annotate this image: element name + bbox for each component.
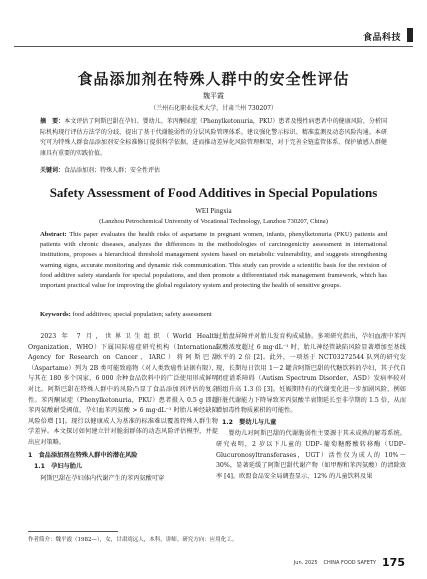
- en-keywords-text: food additives; special population; safety assessment: [72, 311, 212, 318]
- body-paragraph: 婴幼儿对阿斯巴甜的代谢脆弱性主要源于其未成熟的解毒系统。研究表明，2 岁以下儿童的 UDP–葡萄糖醛酸转移酶（UDP–Glucuronosyltransferases，UGT）活性仅为成人的 10%～30%，显著延缓了阿斯巴甜代谢产物（如甲醇和苯丙氨酸）的清除效率 [4]。欧盟食品安全局调查显示，12% 的儿童饮料及果: [216, 430, 406, 480]
- section-tag: 食品科技: [362, 33, 401, 43]
- cn-affiliation: （兰州石化职业技术大学，甘肃兰州 730207）: [150, 105, 277, 112]
- author-footnote: 作者简介：魏平霞（1982—），女，甘肃靖远人，本科，讲师。研究方向：应用化工。: [28, 537, 238, 543]
- cn-abstract: [40, 117, 387, 159]
- cn-title: 食品添加剂在特殊人群中的安全性评估: [77, 70, 350, 88]
- en-author: WEI Pingxia: [195, 207, 232, 215]
- section-heading: 1 食品添加剂在特殊人群中的潜在风险: [28, 451, 138, 459]
- en-title: Safety Assessment of Food Additives in Special Populations: [49, 185, 378, 200]
- footer-journal: CHINA FOOD SAFETY: [323, 559, 377, 566]
- body-paragraph: 过胎盘屏障并对胎儿发育构成威胁。多项研究指出，孕妇血液中苯丙氨酸浓度超过 6 mg·dL⁻¹ 时，胎儿神经管缺陷风险显著增加至基线水平的 2 倍 [2]。此外，一项基于 NCT03272544 队列的研究发现，长期每日饮用 1～2 罐含阿斯巴甜的代糖饮料的孕妇，其子代自闭症谱系障碍（Autism Spectrum Disorder，ASD）发病率较对照组升高 1.3 倍 [3]。妊娠期特有的代谢变化进一步加剧风险，例如肝脏代谢能力下降导致苯丙氨酸半衰期延长至非孕期的 1.5 倍，从而增加毒性物质累积的可能性。: [216, 333, 406, 415]
- body-column-left: [28, 332, 218, 484]
- footnote-divider: [28, 531, 118, 532]
- cn-abstract-text: 本文评估了阿斯巴甜在孕妇、婴幼儿、苯丙酮尿症（Phenylketonuria，PKU）患者及慢性病患者中的健康风险，分析国际机构现行评估方法学的分歧，提出了基于代谢脆弱性的分层风险管理体系，建议强化警示标识、精准监测及动态风险沟通。本研究可为特殊人群食品添加剂安全标准修订提供科学依据，进而推动差异化风险管理框架，对于完善全链监管体系、保护敏感人群健康具有重要的实践价值。: [40, 118, 387, 157]
- en-keywords-label: Keywords:: [40, 311, 71, 318]
- header-divider: [14, 46, 413, 47]
- subsection-heading: 1.1 孕妇与胎儿: [34, 463, 83, 471]
- subsection-heading: 1.2 婴幼儿与儿童: [222, 418, 277, 426]
- en-abstract: [40, 230, 387, 291]
- page-number: 175: [382, 556, 405, 569]
- body-column-right: [216, 332, 406, 482]
- cn-abstract-label: 摘 要：: [40, 118, 65, 125]
- body-paragraph: 阿斯巴甜在孕妇体内代谢产生的苯丙氨酸可穿: [40, 474, 165, 482]
- cn-author: 魏平霞: [203, 92, 224, 100]
- cn-keywords-label: 关键词：: [40, 167, 65, 174]
- page-footer: [294, 556, 405, 569]
- body-paragraph: 2023 年 7 月，世界卫生组织（World Health Organization，WHO）下属国际癌症研究机构（International Agency for Research on Cancer，IARC）将阿斯巴甜（Aspartame）列为 2B 类可能致癌物（对人类致癌性证据有限），与其在 180 多个国家、6 000 余种食品饮料中的广泛使用形成鲜明对比。阿斯巴甜在特殊人群中的风险凸显了食品添加剂评估的复杂性。苯丙酮尿症（Phenylketonuria，PKU）患者摄入 0.5 g 即超苯丙氨酸耐受阈值，孕妇血苯丙氨酸 > 6 mg·dL⁻¹ 时胎儿神经缺陷风险倍增 [1]。现行以健康成人为基准的标准难以覆盖特殊人群生物学差异。本文探讨如何建立针对脆弱群体的动态风险评估模型，并提出应对策略。: [28, 333, 218, 446]
- footer-date: Jun. 2025: [293, 559, 318, 566]
- en-affiliation: (Lanzhou Petrochemical University of Vocational Technology, Lanzhou 730207, China): [99, 218, 328, 225]
- section-tag-bar: [407, 28, 413, 42]
- en-abstract-label: Abstract:: [40, 231, 67, 238]
- en-keywords: [40, 311, 387, 318]
- cn-keywords: [40, 165, 387, 174]
- cn-keywords-text: 食品添加剂；特殊人群；安全性评估: [64, 167, 161, 174]
- en-abstract-text: This paper evaluates the health risks of aspartame in pregnant women, infants, phenylketonuria (PKU) patients and patients with chronic diseases, analyzes the differences in the methodologies of carcinogenicity assessment in international institutions, proposes a hierarchical threshold management system based on metabolic vulnerability, and suggests strengthening warning signs, accurate monitoring and dynamic risk communication. This study can provide a scientific basis for the revision of food additive safety standards for special populations, and then promote a differentiated risk management framework, which has important practical value for improving the global regulatory system and protecting the health of sensitive groups.: [40, 231, 387, 290]
